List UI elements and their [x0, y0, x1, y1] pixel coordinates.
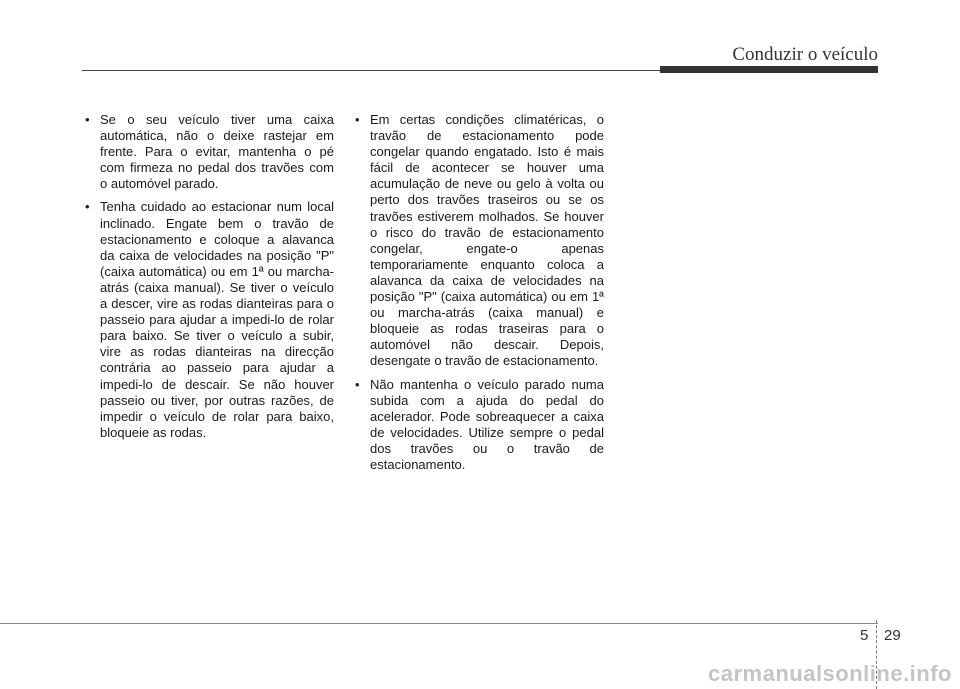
bullet-icon: •	[355, 112, 360, 127]
list-item-text: Tenha cuidado ao estacionar num local inclinado. Engate bem o travão de estacionamento e coloque a alavanca da caixa de velocidades na posição "P" (caixa automática) ou em 1ª ou marcha-atrás (caixa manual). Se tiver o veículo a descer, vire as rodas dianteiras para o passeio para ajudar a impedi-lo de rolar para baixo. Se tiver o veículo a subir, vire as rodas dianteiras na direcção contrária ao passeio para ajudar a impedi-lo de descair. Se não houver passeio ou tiver, por outras razões, de impedir o veículo de rolar para baixo, bloqueie as rodas.	[100, 199, 334, 440]
page-number: 29	[884, 627, 901, 644]
bullet-icon: •	[85, 199, 90, 215]
watermark: carmanualsonline.info	[708, 661, 952, 686]
list-item	[80, 199, 334, 440]
list-item-text: Em certas condições climatéricas, o travão de estacionamento pode congelar quando engatado. Isto é mais fácil de acontecer se houver uma acumulação de neve ou gelo à volta ou perto dos travões traseiros ou se os travões estiverem molhados. Se houver o risco do travão de estacionamento congelar, engate-o apenas temporariamente enquanto coloca a alavanca da caixa de velocidades na posição "P" (caixa automática) ou em 1ª ou marcha-atrás (caixa manual) e bloqueie as rodas traseiras para o automóvel não descair. Depois, desengate o travão de estacionamento.	[370, 112, 604, 369]
bullet-icon: •	[85, 112, 90, 127]
bullet-icon: •	[355, 376, 360, 392]
list-item-text: Não mantenha o veículo parado numa subida com a ajuda do pedal do acelerador. Pode sobreaquecer a caixa de velocidades. Utilize sempre o pedal dos travões ou o travão de estacionamento.	[370, 376, 604, 472]
right-text-column	[350, 112, 604, 480]
header-rule-thin	[82, 70, 660, 71]
header-rule-thick	[660, 66, 878, 73]
list-item-text: Se o seu veículo tiver uma caixa automática, não o deixe rastejar em frente. Para o evitar, mantenha o pé com firmeza no pedal dos travões com o automóvel parado.	[100, 112, 334, 192]
list-item	[350, 377, 604, 474]
list-item	[80, 112, 334, 192]
section-title: Conduzir o veículo	[732, 44, 878, 65]
list-item	[350, 112, 604, 370]
chapter-number: 5	[860, 627, 869, 644]
footer-rule	[0, 623, 878, 624]
left-text-column	[80, 112, 334, 448]
